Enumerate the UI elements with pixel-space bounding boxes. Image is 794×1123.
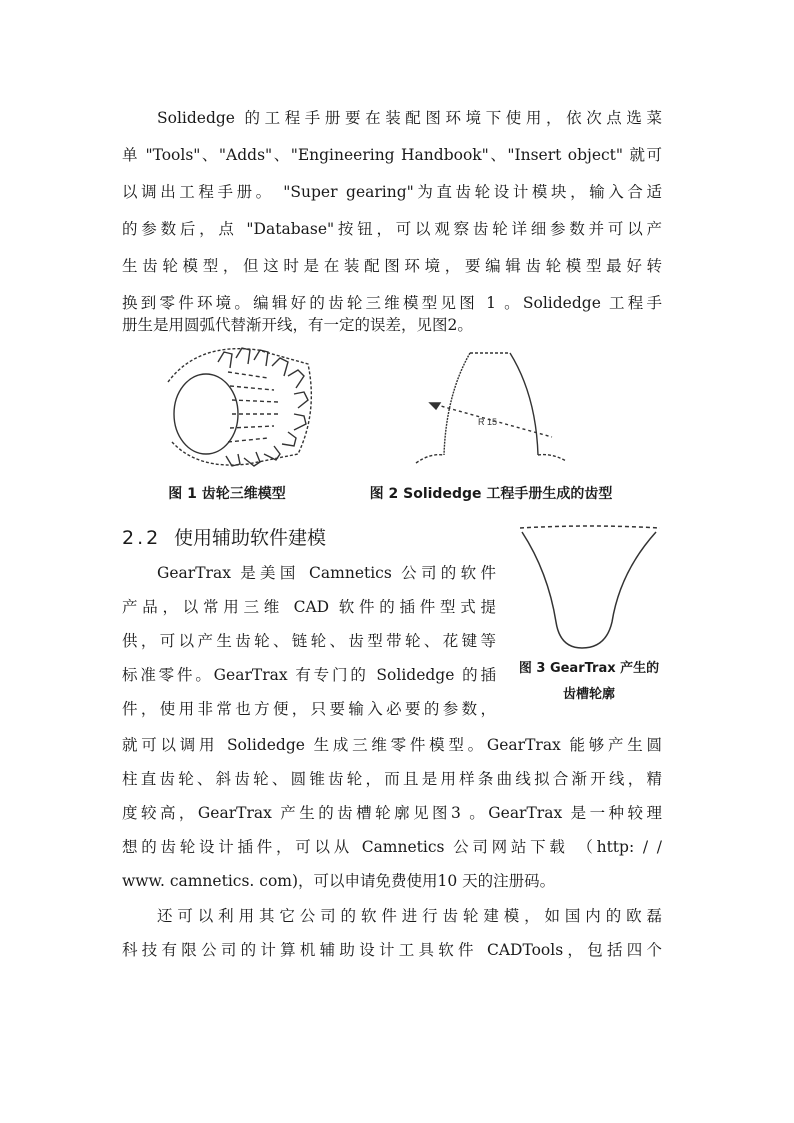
slot-top — [520, 526, 660, 528]
text-line: 产品，以常用三维 CAD 软件的插件型式提 — [122, 598, 496, 616]
figure-2-tooth-profile — [410, 345, 570, 470]
slot-profile — [522, 532, 656, 648]
radius-arrow — [430, 403, 440, 409]
text-line: 就可以调用 Solidedge 生成三维零件模型。GearTrax 能够产生圆 — [122, 736, 662, 754]
text-line: 还可以利用其它公司的软件进行齿轮建模，如国内的欧磊 — [157, 907, 662, 925]
text-line: GearTrax 是美国 Camnetics 公司的软件 — [157, 564, 496, 582]
figure-2-caption: 图 2 Solidedge 工程手册生成的齿型 — [369, 486, 613, 502]
figure-1-caption: 图 1 齿轮三维模型 — [168, 486, 286, 502]
section-number: 2.2 — [122, 527, 162, 549]
section-title: 使用辅助软件建模 — [174, 527, 327, 549]
text-line: www. camnetics. com)，可以申请免费使用10 天的注册码。 — [122, 872, 556, 890]
tooth-left-flank — [444, 353, 470, 455]
text-line: 单 "Tools"、"Adds"、"Engineering Handbook"、"Insert object" 就可 — [122, 146, 662, 164]
text-line: 想的齿轮设计插件，可以从 Camnetics 公司网站下载 （http: / / — [122, 838, 662, 856]
text-line: 册生是用圆弧代替渐开线，有一定的误差，见图2。 — [122, 316, 473, 334]
text-line: Solidedge 的工程手册要在装配图环境下使用，依次点选菜 — [157, 109, 662, 127]
text-line: 柱直齿轮、斜齿轮、圆锥齿轮，而且是用样条曲线拟合渐开线，精 — [122, 770, 662, 788]
text-line: 标准零件。GearTrax 有专门的 Solidedge 的插 — [122, 666, 496, 684]
figure-3-slot-profile — [520, 522, 660, 652]
section-heading — [122, 522, 502, 554]
text-line: 以调出工程手册。 "Super gearing"为直齿轮设计模块，输入合适 — [122, 183, 662, 201]
radius-label: R 15 — [478, 417, 498, 427]
text-line: 件，使用非常也方便，只要输入必要的参数， — [122, 700, 496, 718]
text-line: 度较高，GearTrax 产生的齿槽轮廓见图3 。GearTrax 是一种较理 — [122, 804, 662, 822]
figure-1-gear-drawing — [158, 342, 318, 472]
tooth-root — [416, 455, 566, 463]
text-line: 的参数后，点 "Database"按钮，可以观察齿轮详细参数并可以产 — [122, 220, 662, 238]
figure-3-caption-line-1: 图 3 GearTrax 产生的 — [518, 661, 660, 676]
text-line: 生齿轮模型，但这时是在装配图环境，要编辑齿轮模型最好转 — [122, 257, 662, 275]
text-line: 换到零件环境。编辑好的齿轮三维模型见图 1 。Solidedge 工程手 — [122, 294, 662, 312]
text-line: 供，可以产生齿轮、链轮、齿型带轮、花键等 — [122, 632, 496, 650]
figure-3-caption-line-2: 齿槽轮廓 — [562, 687, 615, 702]
gear-teeth — [218, 348, 308, 466]
text-line: 科技有限公司的计算机辅助设计工具软件 CADTools，包括四个 — [122, 941, 662, 959]
tooth-right-flank — [510, 353, 538, 455]
